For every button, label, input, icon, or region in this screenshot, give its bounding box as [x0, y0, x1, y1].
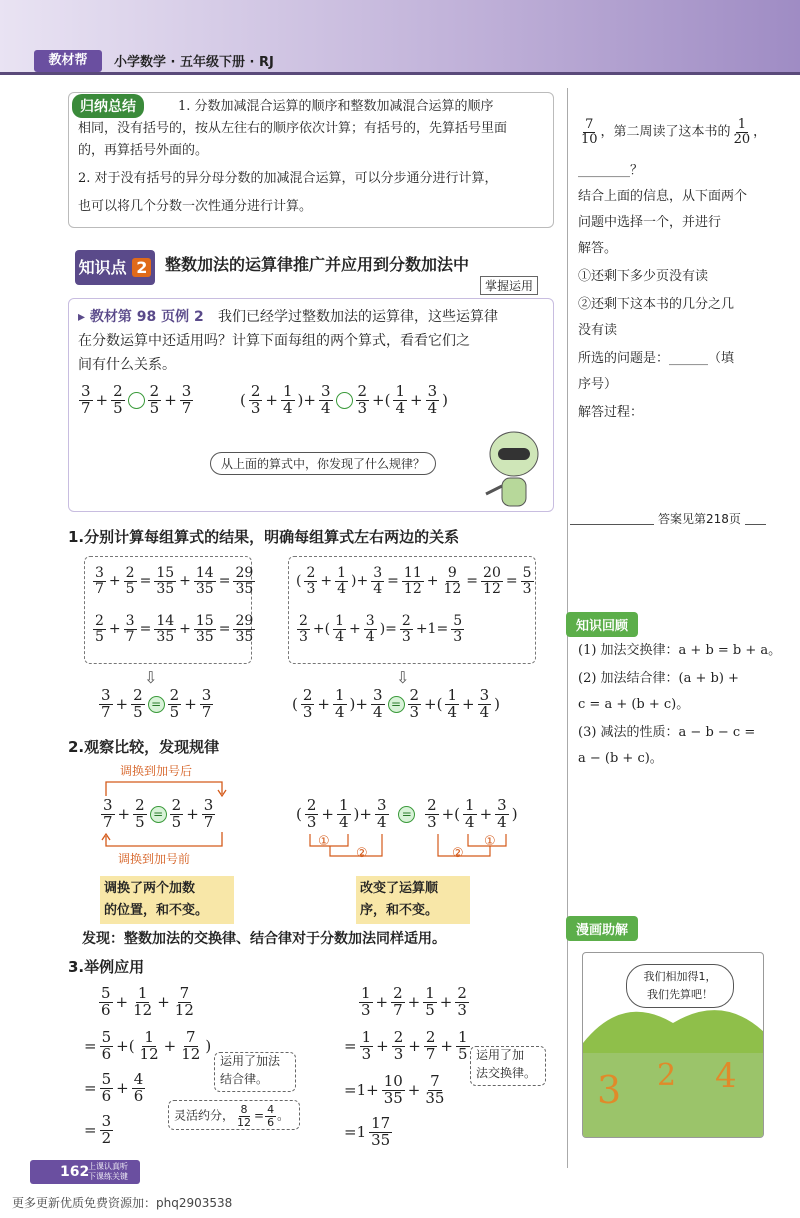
example-ref: ▸ 教材第 98 页例 2: [78, 309, 204, 325]
down-arrow-icon: ⇩: [144, 668, 158, 687]
mark-one: ①: [318, 834, 330, 849]
footer-source: 更多更新优质免费资源加：phq2903538: [12, 1196, 233, 1210]
mark-one: ①: [484, 834, 496, 849]
example-line3: 间有什么关系。: [78, 357, 176, 373]
app-right-row4: =1 $\frac{17}{35}$: [344, 1114, 391, 1149]
example-eq2: ( $\frac{2}{3}$ + $\frac{1}{4}$ )+ $\frac{3}{4}$ $\frac{2}{3}$ +( $\frac{1}{4}$ + $\frac{3}{4}$ ): [240, 382, 448, 417]
result-left: $\frac{3}{7}$ + $\frac{2}{5}$ = $\frac{2}{5}$ + $\frac{3}{7}$: [101, 686, 212, 721]
swap-after-label: 调换到加号后: [120, 764, 193, 778]
mark-two: ②: [452, 846, 464, 861]
app-right-row2: = $\frac{1}{3}$ + $\frac{2}{3}$ + $\frac{2}{7}$ + $\frac{1}{5}$: [344, 1028, 468, 1063]
summary-line5: 也可以将几个分数一次性通分进行计算。: [78, 199, 313, 214]
app-note2: 灵活约分， $\frac{8}{12}$ = $\frac{4}{6}$ 。: [174, 1103, 290, 1129]
example-line1: 我们已经学过整数加法的运算律，这些运算律: [218, 309, 498, 325]
svg-text:4: 4: [715, 1056, 737, 1096]
sidebar-option2: ②还剩下这本书的几分之几: [578, 297, 735, 312]
robot-bubble: 从上面的算式中，你发现了什么规律？: [210, 452, 436, 475]
knowledge-title: 整数加法的运算律推广并应用到分数加法中: [165, 255, 470, 274]
result-right: ( $\frac{2}{3}$ + $\frac{1}{4}$ )+ $\frac{3}{4}$ = $\frac{2}{3}$ +( $\frac{1}{4}$ + $\frac{3}{4}$ ): [292, 686, 500, 721]
step2-heading: 2.观察比较，发现规律: [68, 738, 220, 756]
step3-heading: 3.举例应用: [68, 958, 145, 976]
sidebar-select: 所选的问题是：______（填: [578, 351, 735, 366]
calc-right-row1: ( $\frac{2}{3}$ + $\frac{1}{4}$ )+ $\frac{3}{4}$ = $\frac{11}{12}$ + $\frac{9}{12}$ = $\frac{20}{12}$ = $\frac{5}{3}$: [296, 565, 532, 597]
summary-line4: 2. 对于没有括号的异分母分数的加减混合运算，可以分步通分进行计算，: [78, 171, 498, 186]
robot-icon: [478, 424, 550, 510]
sidebar-q-line1: $\frac{7}{10}$ ，第二周读了这本书的 $\frac{1}{20}$ ，: [581, 117, 767, 147]
header-tag: 教材帮: [34, 50, 102, 72]
review-line3b: a − (b + c)。: [578, 751, 663, 766]
compare-circle: [336, 392, 353, 409]
summary-badge: 归纳总结: [72, 94, 144, 118]
swap-before-label: 调换到加号前: [118, 852, 191, 866]
review-line2: (2) 加法结合律：(a + b) +: [578, 671, 739, 686]
app-note1: 运用了加法 结合律。: [220, 1054, 281, 1086]
header-title: 小学数学 · 五年级下册 · RJ: [114, 55, 274, 70]
review-line3: (3) 减法的性质：a − b − c =: [578, 725, 756, 740]
summary-line2: 相同，没有括号的，按从左往右的顺序依次计算；有括号的，先算括号里面: [78, 121, 508, 136]
review-tag: 知识回顾: [566, 612, 638, 637]
level-tag: 掌握运用: [480, 276, 538, 295]
comic-tag: 漫画助解: [566, 916, 638, 941]
calc-left-row1: $\frac{3}{7}$ + $\frac{2}{5}$ = $\frac{15}{35}$ + $\frac{14}{35}$ = $\frac{29}{35}$: [95, 565, 254, 597]
app-left-row2: = $\frac{5}{6}$ +( $\frac{1}{12}$ + $\frac{7}{12}$ ): [84, 1028, 212, 1063]
note-right: 改变了运算顺 序，和不变。: [356, 876, 470, 924]
step1-heading: 1.分别计算每组算式的结果，明确每组算式左右两边的关系: [68, 528, 460, 546]
sidebar-q-line5: 解答。: [578, 241, 618, 256]
sidebar-q-line2: ________？: [578, 163, 644, 178]
comic-bubble: 我们相加得1， 我们先算吧！: [626, 964, 734, 1008]
sidebar-q-line3: 结合上面的信息，从下面两个: [578, 189, 748, 204]
compare-circle: [128, 392, 145, 409]
header-rule: [0, 72, 800, 75]
discovery-text: 发现：整数加法的交换律、结合律对于分数加法同样适用。: [82, 931, 446, 947]
page-mini: 上课认真听 下课练关键: [88, 1162, 128, 1181]
law-left: $\frac{3}{7}$ + $\frac{2}{5}$ = $\frac{2}{5}$ + $\frac{3}{7}$: [103, 796, 214, 831]
sidebar-select2: 序号）: [578, 377, 618, 392]
app-left-row4: = $\frac{3}{2}$: [84, 1112, 112, 1147]
calc-right-row2: $\frac{2}{3}$ +( $\frac{1}{4}$ + $\frac{3}{4}$ )= $\frac{2}{3}$ +1= $\frac{5}{3}$: [299, 613, 463, 645]
law-right: ( $\frac{2}{3}$ + $\frac{1}{4}$ )+ $\frac{3}{4}$ = $\frac{2}{3}$ +( $\frac{1}{4}$ + $\frac{3}{4}$ ): [296, 796, 518, 831]
app-left-row3: = $\frac{5}{6}$ + $\frac{4}{6}$: [84, 1070, 144, 1105]
sidebar-process: 解答过程：: [578, 405, 644, 420]
sidebar-option1: ①还剩下多少页没有读: [578, 269, 709, 284]
review-line1: (1) 加法交换律：a + b = b + a。: [578, 643, 782, 658]
app-note3: 运用了加 法交换律。: [476, 1048, 537, 1080]
svg-text:3: 3: [597, 1068, 622, 1112]
note-left: 调换了两个加数 的位置，和不变。: [100, 876, 234, 924]
down-arrow-icon: ⇩: [396, 668, 410, 687]
review-line2b: c = a + (b + c)。: [578, 697, 690, 712]
example-line2: 在分数运算中还适用吗？计算下面每组的两个算式，看看它们之: [78, 333, 470, 349]
summary-line3: 的，再算括号外面的。: [78, 143, 209, 158]
app-left-row1: $\frac{5}{6}$ + $\frac{1}{12}$ + $\frac{7}{12}$: [101, 984, 194, 1019]
app-right-row3: =1+ $\frac{10}{35}$ + $\frac{7}{35}$: [344, 1072, 445, 1107]
mark-two: ②: [356, 846, 368, 861]
summary-line1: 1. 分数加减混合运算的顺序和整数加减混合运算的顺序: [178, 99, 494, 114]
example-eq1: $\frac{3}{7}$ + $\frac{2}{5}$ $\frac{2}{5}$ + $\frac{3}{7}$: [81, 382, 192, 417]
sidebar-q-line4: 问题中选择一个，并进行: [578, 215, 722, 230]
sidebar-option2b: 没有读: [578, 323, 618, 338]
svg-text:2: 2: [657, 1058, 677, 1093]
knowledge-badge: 知识点 2: [75, 250, 155, 285]
page-number: 162: [30, 1160, 140, 1184]
calc-left-row2: $\frac{2}{5}$ + $\frac{3}{7}$ = $\frac{14}{35}$ + $\frac{15}{35}$ = $\frac{29}{35}$: [95, 613, 254, 645]
answer-ref: 答案见第218页: [654, 510, 745, 527]
app-right-row1: $\frac{1}{3}$ + $\frac{2}{7}$ + $\frac{1}{5}$ + $\frac{2}{3}$: [361, 984, 467, 1019]
